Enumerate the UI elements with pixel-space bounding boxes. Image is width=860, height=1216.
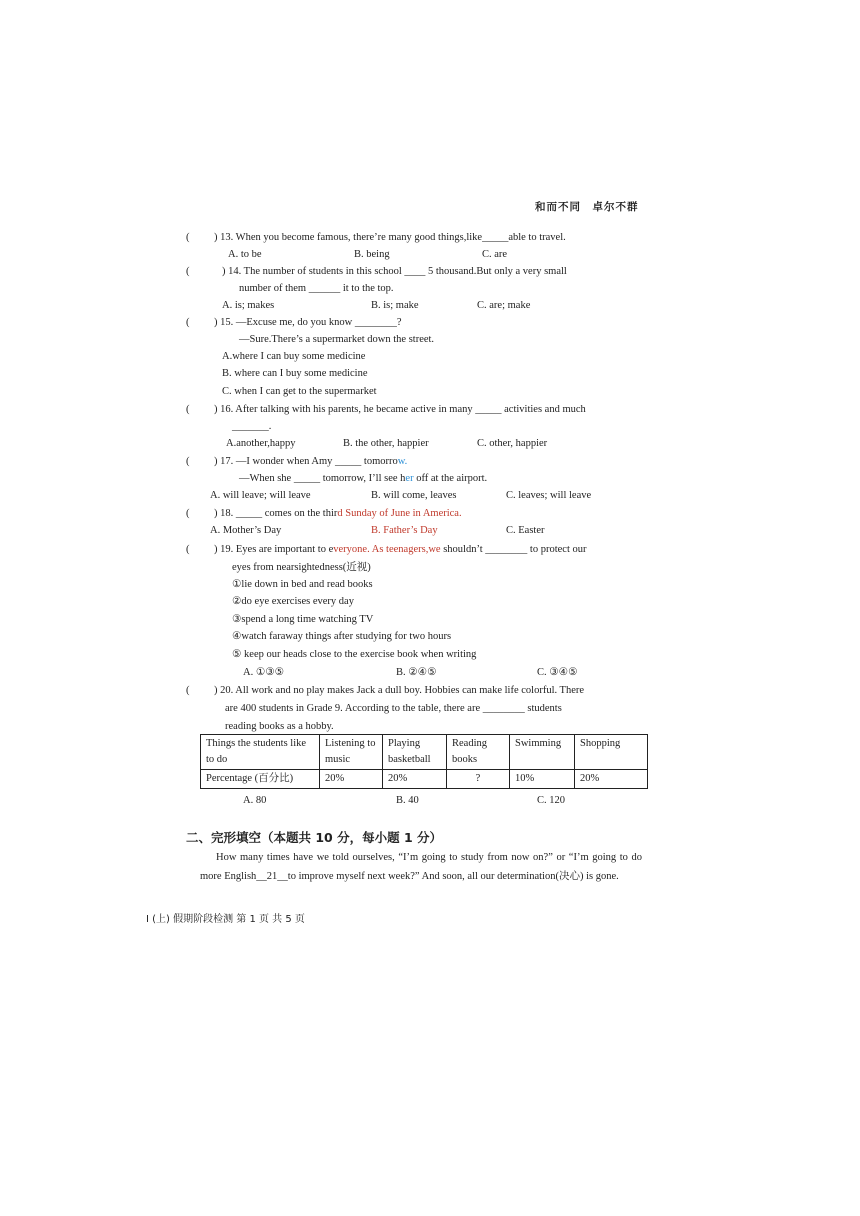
table-cell: 20%: [320, 770, 383, 789]
table-header-row: [201, 735, 648, 770]
option-a: A. ①③⑤: [243, 667, 285, 678]
question-stem-line2: are 400 students in Grade 9. According to the table, there are ________ students: [225, 703, 562, 714]
hobby-table: [200, 734, 648, 789]
answer-paren[interactable]: (: [186, 266, 190, 277]
list-item: ②do eye exercises every day: [232, 596, 354, 607]
question-stem: ) 19. Eyes are important to everyone. As teenagers,we shouldn’t ________ to protect our: [214, 544, 587, 555]
question-stem-line2: _______.: [232, 421, 272, 432]
list-item: ⑤ keep our heads close to the exercise book when writing: [232, 649, 477, 660]
option-b: B. will come, leaves: [371, 490, 457, 501]
option-b: B. where can I buy some medicine: [222, 368, 368, 379]
question-stem-line2: number of them ______ it to the top.: [239, 283, 394, 294]
option-c: C. are; make: [477, 300, 531, 311]
question-stem: ) 16. After talking with his parents, he became active in many _____ activities and much: [214, 404, 586, 415]
question-stem: ) 18. _____ comes on the third Sunday of June in America.: [214, 508, 462, 519]
option-b: B. Father’s Day: [371, 525, 438, 536]
question-stem-line2: —Sure.There’s a supermarket down the street.: [239, 334, 435, 345]
option-c: C. when I can get to the supermarket: [222, 386, 377, 397]
table-cell: 10%: [510, 770, 575, 789]
question-stem: ) 17. —I wonder when Amy _____ tomorrow.: [214, 456, 408, 467]
option-b: B. the other, happier: [343, 438, 429, 449]
list-item: ①lie down in bed and read books: [232, 579, 373, 590]
answer-paren[interactable]: (: [186, 317, 190, 328]
option-c: C. ③④⑤: [537, 667, 578, 678]
section-title: 二、完形填空（本题共 10 分，每小题 1 分）: [186, 830, 443, 845]
answer-paren[interactable]: (: [186, 508, 190, 519]
table-header-cell: Reading books: [447, 735, 510, 770]
answer-paren[interactable]: (: [186, 544, 190, 555]
question-stem: ) 20. All work and no play makes Jack a dull boy. Hobbies can make life colorful. There: [214, 685, 585, 696]
table-header-cell: Things the students like to do: [201, 735, 320, 770]
option-a: A. Mother’s Day: [210, 525, 282, 536]
answer-paren[interactable]: (: [186, 404, 190, 415]
option-b: B. ②④⑤: [396, 667, 437, 678]
option-a: A.where I can buy some medicine: [222, 351, 366, 362]
table-cell: ?: [447, 770, 510, 789]
header-motto: 和而不同 卓尔不群: [535, 202, 639, 213]
option-b: B. being: [354, 249, 390, 260]
option-a: A.another,happy: [226, 438, 296, 449]
option-c: C. Easter: [506, 525, 545, 536]
question-stem-line3: reading books as a hobby.: [225, 721, 334, 732]
table-header-cell: Swimming: [510, 735, 575, 770]
table-row: [201, 770, 648, 789]
list-item: ④watch faraway things after studying for two hours: [232, 631, 452, 642]
question-stem-line2: eyes from nearsightedness(近视): [232, 562, 371, 573]
question-stem-line2: —When she _____ tomorrow, I’ll see her off at the airport.: [239, 473, 488, 484]
option-a: A. is; makes: [222, 300, 275, 311]
option-a: A. will leave; will leave: [210, 490, 311, 501]
option-a: A. 80: [243, 795, 267, 806]
option-c: C. other, happier: [477, 438, 548, 449]
answer-paren[interactable]: (: [186, 456, 190, 467]
page-footer: I (上) 假期阶段检测 第 1 页 共 5 页: [146, 914, 305, 925]
option-c: C. leaves; will leave: [506, 490, 592, 501]
answer-paren[interactable]: (: [186, 685, 190, 696]
option-a: A. to be: [228, 249, 262, 260]
answer-paren[interactable]: (: [186, 232, 190, 243]
table-cell: 20%: [575, 770, 648, 789]
table-header-cell: Shopping: [575, 735, 648, 770]
question-stem: ) 15. —Excuse me, do you know ________?: [214, 317, 402, 328]
question-stem: ) 14. The number of students in this school ____ 5 thousand.But only a very small: [222, 266, 567, 277]
list-item: ③spend a long time watching TV: [232, 614, 374, 625]
table-cell: 20%: [383, 770, 447, 789]
option-c: C. are: [482, 249, 508, 260]
cloze-paragraph: How many times have we told ourselves, “I’m going to study from now on?” or “I’m going to do more English__21__to improve myself next week?” And soon, all our determination(决心) is gone.: [200, 852, 642, 882]
option-c: C. 120: [537, 795, 566, 806]
option-b: B. 40: [396, 795, 419, 806]
table-header-cell: Listening to music: [320, 735, 383, 770]
table-header-cell: Playing basketball: [383, 735, 447, 770]
table-row-label: Percentage (百分比): [201, 770, 320, 789]
option-b: B. is; make: [371, 300, 419, 311]
question-stem: ) 13. When you become famous, there’re many good things,like_____able to travel.: [214, 232, 566, 243]
